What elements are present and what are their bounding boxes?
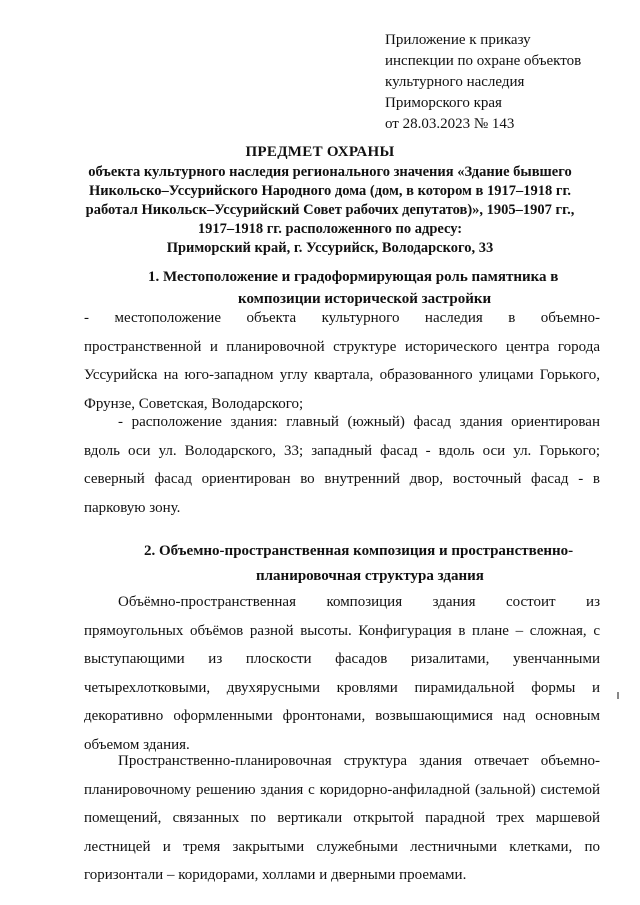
subtitle-line: объекта культурного наследия регионального значения «Здание бывшего xyxy=(88,164,572,180)
paragraph-line: лестницей и тремя закрытыми служебными лестничными клетками, по xyxy=(84,838,600,855)
subtitle-line: Приморский край, г. Уссурийск, Володарского, 33 xyxy=(166,240,494,256)
section2-paragraph1 xyxy=(84,588,600,759)
paragraph-line: - расположение здания: главный (южный) фасад здания ориентирован xyxy=(118,414,600,430)
section2-heading-line1: 2. Объемно-пространственная композиция и пространственно- xyxy=(144,543,574,559)
paragraph-line: вдоль оси ул. Володарского, 33; западный фасад - вдоль оси ул. Горького; xyxy=(84,442,600,459)
paragraph-line: Фрунзе, Советская, Володарского; xyxy=(84,395,304,412)
section1-paragraph1 xyxy=(84,304,600,418)
paragraph-line: Объёмно-пространственная композиция здания состоит из xyxy=(118,594,600,610)
paragraph-line: Уссурийска на юго-западном углу квартала, образованного улицами Горького, xyxy=(84,367,600,383)
annex-note xyxy=(385,30,625,135)
paragraph-line: - местоположение объекта культурного наследия в объемно- xyxy=(84,310,600,326)
section2-paragraph2 xyxy=(84,747,600,890)
document-title: ПРЕДМЕТ ОХРАНЫ xyxy=(245,144,395,160)
subtitle-line: 1917–1918 гг. расположенного по адресу: xyxy=(197,221,463,237)
annex-line: инспекции по охране объектов xyxy=(385,53,582,69)
subtitle-line: Никольско–Уссурийского Народного дома (дом, в котором в 1917–1918 гг. xyxy=(88,183,572,199)
paragraph-line: северный фасад ориентирован во внутренний двор, восточный фасад - в xyxy=(84,471,600,487)
paragraph-line: горизонтали – коридорами, холлами и дверными проемами. xyxy=(84,867,467,883)
annex-line: от 28.03.2023 № 143 xyxy=(385,116,515,132)
subtitle-line: работал Никольск–Уссурийский Совет рабочих депутатов)», 1905–1907 гг., xyxy=(85,202,575,218)
section1-heading-line1: 1. Местоположение и градоформирующая роль памятника в xyxy=(148,269,559,285)
paragraph-line: парковую зону. xyxy=(84,499,181,516)
scan-mark xyxy=(617,692,619,699)
document-subtitle xyxy=(70,163,590,258)
annex-line: Приморского края xyxy=(385,95,502,111)
paragraph-line: прямоугольных объёмов разной высоты. Конфигурация в плане – сложная, с xyxy=(84,622,600,639)
paragraph-line: выступающими из плоскости фасадов ризалитами, увенчанными xyxy=(84,651,600,667)
annex-line: культурного наследия xyxy=(385,74,525,90)
section1-paragraph2 xyxy=(84,408,600,522)
section1-heading-line2: композиции исторической застройки xyxy=(238,291,492,307)
paragraph-line: планировочному решению здания с коридорно-анфиладной (зальной) системой xyxy=(84,781,600,798)
annex-line: Приложение к приказу xyxy=(385,32,531,48)
paragraph-line: объемом здания. xyxy=(84,736,190,753)
paragraph-line: помещений, связанных по вертикали открытой парадной трех маршевой xyxy=(84,810,600,826)
paragraph-line: четырехлотковыми, двухярусными кровлями пирамидальной формы и xyxy=(84,679,600,696)
paragraph-line: пространственной и планировочной структуре исторического центра города xyxy=(84,338,600,355)
paragraph-line: Пространственно-планировочная структура здания отвечает объемно- xyxy=(118,753,600,769)
section2-heading-line2: планировочная структура здания xyxy=(256,568,484,584)
paragraph-line: декоративно оформленными фронтонами, возвышающимися над основным xyxy=(84,708,600,724)
